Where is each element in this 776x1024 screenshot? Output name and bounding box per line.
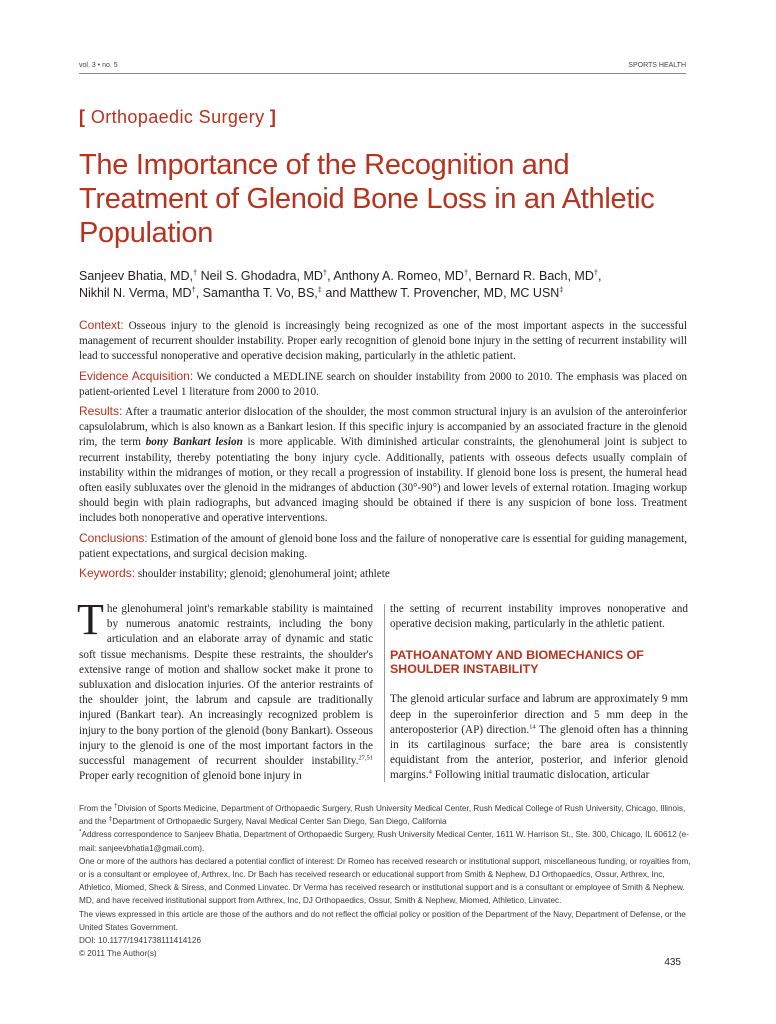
section-label <box>79 107 276 128</box>
author-name: Anthony A. Romeo, MD <box>333 269 464 283</box>
body-paragraph: the setting of recurrent instability improves nonoperative and operative decision making, particularly in the athletic patient. <box>390 603 688 631</box>
abstract-results-text: After a traumatic anterior dislocation of the shoulder, the most common structural injury is an avulsion of the anteroinferior capsulolabrum, which is also known as a Bankart lesion. If this specific injury is accompanied by an associated fracture in the glenoid rim, the term <box>79 406 687 449</box>
abstract <box>79 318 687 586</box>
author-affiliation-mark: ‡ <box>317 284 322 294</box>
affiliation-mark: † <box>114 802 118 810</box>
author-list <box>79 268 699 302</box>
author-name: Bernard R. Bach, MD <box>475 269 594 283</box>
footnote-text: Address correspondence to Sanjeev Bhatia, Department of Orthopaedic Surgery, Rush University Medical Center, 1611 W. Harrison St., Ste. 300, Chicago, IL 60612 (e-mail: sanjeevbhatia1@gmail.com). <box>79 830 689 853</box>
author-affiliation-mark: † <box>192 267 198 277</box>
footnote-doi: DOI: 10.1177/1941738111414126 <box>79 936 202 946</box>
footnote-copyright: © 2011 The Author(s) <box>79 949 157 959</box>
section-heading: PATHOANATOMY AND BIOMECHANICS OF SHOULDER INSTABILITY <box>390 648 644 677</box>
footnote-disclaimer: The views expressed in this article are those of the authors and do not reflect the official policy or position of the Department of the Navy, Department of Defense, or the United States Government. <box>79 909 686 932</box>
abstract-context <box>79 318 687 365</box>
footnote-conflict: One or more of the authors has declared a potential conflict of interest: Dr Romeo has received research or institutional support, miscellaneous funding, or royalties from, or is a consultant or employee of, Arthrex, Inc. Dr Bach has received research or educational support from Smith & Nephew, DJ Orthopaedics, Ossur, Arthrex, Inc, Athletico, Miomed, Sheck & Siress, and Conmed Linvatec. Dr Verma has received research or institutional support and is a consultant or employee of Smith & Nephew. MD, and have received institutional support from Arthrex, Inc, DJ Orthopaedics, Ossur, Smith & Nephew, Miomed, Athletico, Linvatec. <box>79 856 691 906</box>
body-text: The glenoid articular surface and labrum are approximately 9 mm deep in the superoinferior direction and 5 mm deep in the anteroposterior (AP) direction. <box>390 693 688 736</box>
footnote-text: Division of Sports Medicine, Department of Orthopaedic Surgery, Rush University Medical Center, Rush Medical College of Rush University, Chicago, Illinois, and the <box>79 804 686 827</box>
footnotes <box>79 802 691 960</box>
running-header-volume: vol. 3 • no. 5 <box>79 62 118 69</box>
footnote-text: From the <box>79 804 115 813</box>
footnote-text: Department of Orthopaedic Surgery, Naval Medical Center San Diego, San Diego, California <box>112 817 447 827</box>
abstract-keywords <box>79 566 687 582</box>
author-affiliation-mark: † <box>463 267 469 277</box>
citation-ref: 27,51 <box>358 754 373 762</box>
body-column-left <box>77 595 373 784</box>
body-paragraph: he glenohumeral joint's remarkable stability is maintained by numerous anatomic restraints, including the bony articulation and an elaborate array of dynamic and static soft tissue mechanisms. Despite these restraints, the shoulder's extensive range of motion and shallow socket make it prone to subluxation and dislocation injuries. Of the anterior restraints of the shoulder joint, the labrum and capsule are traditionally injured (Bankart tear). An increasingly recognized problem is injury to the bony portion of the glenoid (bony Bankart). Osseous injury to the glenoid is one of the most important factors in the successful management of recurrent shoulder instability. <box>79 603 373 768</box>
author-affiliation-mark: † <box>191 284 196 294</box>
author-separator: , <box>468 269 476 283</box>
footnote-affiliations <box>79 802 691 828</box>
header-rule <box>79 73 686 74</box>
citation-ref: 14 <box>529 723 536 731</box>
author-name: Sanjeev Bhatia, MD, <box>79 269 193 283</box>
author-name: Matthew T. Provencher, MD, MC USN <box>349 286 560 300</box>
abstract-results-emphasis: bony Bankart lesion <box>145 436 243 449</box>
author-name: Nikhil N. Verma, MD <box>79 286 192 300</box>
body-text: Following initial traumatic dislocation, articular <box>431 769 650 782</box>
abstract-evidence <box>79 369 687 400</box>
citation-ref: 4 <box>428 768 432 776</box>
drop-cap: T <box>77 595 104 644</box>
abstract-results-text-cont: is more applicable. With diminished articular constraints, the glenohumeral joint is subject to recurrent instability, thereby potentiating the bony injury cycle. Additionally, patients with osseous defects usually complain of instability within the midranges of motion, or they recall a progression of instability. If glenoid bone loss is present, the humeral head often easily subluxates over the glenoid in the midranges of abduction (30°-90°) and lower levels of external rotation. Imaging workup should begin with plain radiographs, but advanced imaging should be obtained if there is any suspicion of bone loss. Treatment includes both nonoperative and operative interventions. <box>79 436 687 525</box>
author-separator: , <box>598 269 602 283</box>
affiliation-mark: ‡ <box>108 815 113 823</box>
body-paragraph-cont: Proper early recognition of glenoid bone injury in <box>79 770 302 783</box>
running-header-journal: SPORTS HEALTH <box>628 62 686 69</box>
author-separator: , <box>327 269 334 283</box>
body-column-right <box>390 602 688 784</box>
abstract-heading-evidence: Evidence Acquisition: <box>79 368 194 383</box>
abstract-results <box>79 404 687 527</box>
section-bracket-close: ] <box>269 107 277 127</box>
abstract-heading-keywords: Keywords: <box>79 566 136 581</box>
article-title: The Importance of the Recognition and Treatment of Glenoid Bone Loss in an Athletic Population <box>79 149 655 249</box>
body-paragraph <box>390 692 688 783</box>
abstract-heading-context: Context: <box>79 318 124 332</box>
author-separator: , <box>195 286 203 300</box>
page-number: 435 <box>664 957 681 968</box>
author-name: Neil S. Ghodadra, MD <box>200 269 323 283</box>
author-affiliation-mark: † <box>322 267 328 277</box>
author-affiliation-mark: † <box>593 267 599 277</box>
abstract-heading-results: Results: <box>79 404 123 419</box>
abstract-keywords-text: shoulder instability; glenoid; glenohumeral joint; athlete <box>135 568 390 581</box>
author-separator: and <box>321 286 350 300</box>
footnote-address <box>79 828 691 854</box>
abstract-evidence-text: We conducted a MEDLINE search on shoulder instability from 2000 to 2010. The emphasis was placed on patient-oriented Level 1 literature from 2000 to 2010. <box>79 370 687 398</box>
abstract-conclusions-text: Estimation of the amount of glenoid bone loss and the failure of nonoperative care is essential for guiding management, patient expectations, and surgical decision making. <box>79 532 687 560</box>
abstract-conclusions <box>79 531 687 562</box>
affiliation-mark: * <box>79 828 82 836</box>
abstract-context-text: Osseous injury to the glenoid is increasingly being recognized as one of the most important aspects in the successful management of recurrent shoulder instability. Proper early recognition of glenoid bone injury in the setting of recurrent instability will lead to successful nonoperative and operative decision making, particularly in the athletic patient. <box>79 320 687 363</box>
author-name: Samantha T. Vo, BS, <box>202 286 318 300</box>
abstract-heading-conclusions: Conclusions: <box>79 530 148 545</box>
body-text: The glenoid often has a thinning in its cartilaginous surface; the bare area is consistently equidistant from the anterior, posterior, and inferior glenoid margins. <box>390 723 688 782</box>
author-affiliation-mark: ‡ <box>559 284 564 294</box>
section-bracket-open: [ <box>79 107 86 127</box>
column-divider <box>384 604 385 782</box>
section-name: Orthopaedic Surgery <box>90 107 265 127</box>
